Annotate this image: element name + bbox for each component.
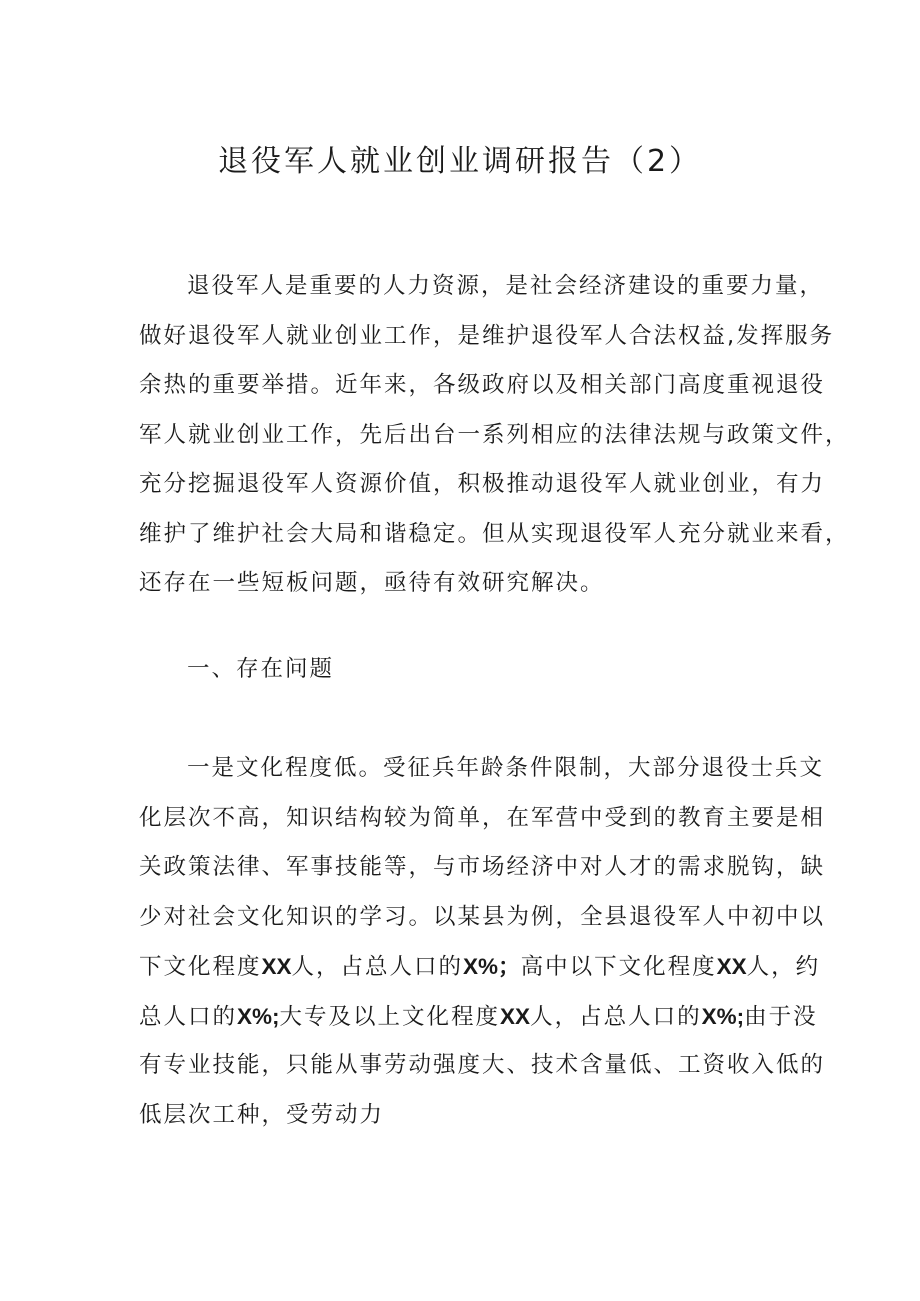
- intro-line: 还存在一些短板问题，亟待有效研究解决。: [139, 570, 605, 596]
- line-text: 下文化程度: [139, 954, 262, 980]
- paragraph-line: 化层次不高，知识结构较为简单，在军营中受到的教育主要是相: [139, 804, 826, 831]
- paragraph-line: [139, 942, 821, 992]
- placeholder-percent: X%;: [701, 1003, 745, 1029]
- paragraph-line: 少对社会文化知识的学习。以某县为例，全县退役军人中初中以: [139, 903, 826, 930]
- intro-line: 做好退役军人就业创业工作，是维护退役军人合法权益,发挥服务: [139, 322, 835, 349]
- placeholder-percent: X%;: [237, 1003, 280, 1029]
- paragraph-line: [139, 992, 818, 1042]
- intro-line: 余热的重要举措。近年来，各级政府以及相关部门高度重视退役: [139, 372, 826, 398]
- line-text: 大专及以上文化程度: [279, 1003, 501, 1030]
- section-heading-block: [139, 645, 799, 695]
- intro-line: 退役军人是重要的人力资源，是社会经济建设的重要力量，: [187, 273, 825, 299]
- document-title: 退役军人就业创业调研报告（2）: [217, 144, 703, 179]
- paragraph-line: 关政策法律、军事技能等，与市场经济中对人才的需求脱钩，缺: [139, 854, 826, 880]
- paragraph-line: 一是文化程度低。受征兵年龄条件限制，大部分退役士兵文: [187, 755, 825, 781]
- placeholder-count: XX: [716, 954, 747, 979]
- line-text: 人，占总人口的: [291, 954, 464, 980]
- line-text: 总人口的: [139, 1003, 238, 1030]
- intro-line: 军人就业创业工作，先后出台一系列相应的法律法规与政策文件，: [139, 421, 850, 448]
- intro-paragraph: [139, 262, 850, 609]
- placeholder-count: XX: [500, 1003, 531, 1029]
- line-text: 由于没: [744, 1003, 818, 1030]
- intro-line: 充分挖掘退役军人资源价值，积极推动退役军人就业创业，有力: [139, 471, 826, 497]
- placeholder-percent: X%；: [463, 954, 521, 979]
- line-text: 人，约: [746, 954, 821, 980]
- paragraph-line: 低层次工种，受劳动力: [139, 1101, 385, 1128]
- section-heading: 一、存在问题: [187, 656, 335, 682]
- paragraph-line: 有专业技能，只能从事劳动强度大、技术含量低、工资收入低的: [139, 1052, 826, 1078]
- placeholder-count: XX: [261, 954, 292, 979]
- line-text: 人，占总人口的: [530, 1003, 702, 1030]
- line-text: 高中以下文化程度: [520, 954, 717, 980]
- intro-line: 维护了维护社会大局和谐稳定。但从实现退役军人充分就业来看，: [139, 520, 850, 547]
- problem-paragraph: [139, 744, 826, 1140]
